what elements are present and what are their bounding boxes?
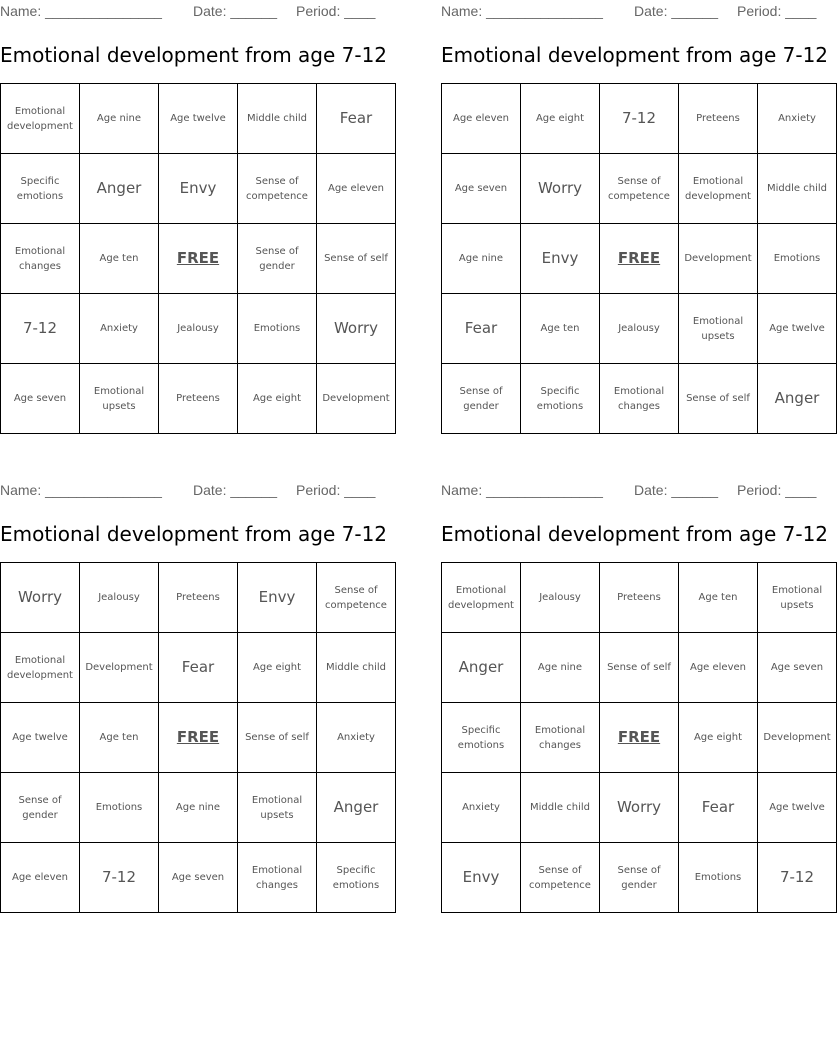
bingo-cell[interactable]: Age nine bbox=[159, 773, 238, 843]
period-field-label: Period: ____ bbox=[737, 482, 817, 498]
grid-row bbox=[442, 843, 837, 913]
bingo-cell[interactable]: 7-12 bbox=[1, 294, 80, 364]
grid-row bbox=[1, 773, 396, 843]
bingo-cell[interactable]: Sense of competence bbox=[238, 154, 317, 224]
bingo-cell[interactable]: Emotional upsets bbox=[758, 563, 837, 633]
grid-row bbox=[442, 224, 837, 294]
bingo-cell[interactable]: Anger bbox=[317, 773, 396, 843]
bingo-cell[interactable]: Emotional development bbox=[442, 563, 521, 633]
bingo-cell[interactable]: Fear bbox=[317, 84, 396, 154]
bingo-cell[interactable]: Emotions bbox=[758, 224, 837, 294]
bingo-cell[interactable]: Anger bbox=[442, 633, 521, 703]
bingo-cell[interactable]: Middle child bbox=[521, 773, 600, 843]
bingo-cell[interactable]: Age twelve bbox=[159, 84, 238, 154]
card-title: Emotional development from age 7-12 bbox=[441, 43, 829, 67]
bingo-cell[interactable]: Sense of gender bbox=[238, 224, 317, 294]
grid-row bbox=[442, 294, 837, 364]
bingo-cell[interactable]: Age ten bbox=[80, 224, 159, 294]
grid-row bbox=[442, 84, 837, 154]
bingo-cell[interactable]: Age eleven bbox=[442, 84, 521, 154]
bingo-cell[interactable]: Preteens bbox=[159, 364, 238, 434]
name-field-label: Name: _______________ bbox=[0, 3, 162, 19]
date-field-label: Date: ______ bbox=[193, 3, 278, 19]
free-space-cell[interactable]: FREE bbox=[159, 224, 238, 294]
bingo-cell[interactable]: Age eight bbox=[521, 84, 600, 154]
bingo-cell[interactable]: Fear bbox=[679, 773, 758, 843]
grid-row bbox=[1, 224, 396, 294]
bingo-cell[interactable]: Emotional upsets bbox=[80, 364, 159, 434]
grid-row bbox=[1, 154, 396, 224]
bingo-cell[interactable]: Age ten bbox=[521, 294, 600, 364]
bingo-cell[interactable]: Sense of competence bbox=[521, 843, 600, 913]
bingo-cell[interactable]: Sense of self bbox=[238, 703, 317, 773]
bingo-cell[interactable]: Age seven bbox=[442, 154, 521, 224]
bingo-cell[interactable]: Envy bbox=[521, 224, 600, 294]
bingo-cell[interactable]: Anxiety bbox=[758, 84, 837, 154]
grid-row bbox=[1, 364, 396, 434]
bingo-cell[interactable]: Age nine bbox=[80, 84, 159, 154]
bingo-cell[interactable]: Jealousy bbox=[159, 294, 238, 364]
bingo-cell[interactable]: Emotional changes bbox=[521, 703, 600, 773]
bingo-cell[interactable]: Development bbox=[317, 364, 396, 434]
grid-row bbox=[1, 633, 396, 703]
bingo-cell[interactable]: Development bbox=[80, 633, 159, 703]
bingo-cell[interactable]: Age seven bbox=[1, 364, 80, 434]
period-field-label: Period: ____ bbox=[296, 3, 376, 19]
bingo-cell[interactable]: Envy bbox=[238, 563, 317, 633]
grid-row bbox=[1, 703, 396, 773]
name-field-label: Name: _______________ bbox=[441, 3, 603, 19]
bingo-cell[interactable]: Sense of self bbox=[600, 633, 679, 703]
bingo-cell[interactable]: Age nine bbox=[442, 224, 521, 294]
bingo-cell[interactable]: Emotional changes bbox=[600, 364, 679, 434]
bingo-cell[interactable]: Age eleven bbox=[679, 633, 758, 703]
bingo-cell[interactable]: Envy bbox=[159, 154, 238, 224]
bingo-cell[interactable]: Age eleven bbox=[317, 154, 396, 224]
bingo-cell[interactable]: Preteens bbox=[679, 84, 758, 154]
grid-row bbox=[1, 294, 396, 364]
bingo-cell[interactable]: Middle child bbox=[317, 633, 396, 703]
bingo-grid bbox=[0, 83, 396, 434]
card-header bbox=[0, 482, 375, 498]
bingo-cell[interactable]: Anxiety bbox=[442, 773, 521, 843]
grid-row bbox=[442, 364, 837, 434]
bingo-cell[interactable]: Specific emotions bbox=[1, 154, 80, 224]
bingo-cell[interactable]: Emotional upsets bbox=[238, 773, 317, 843]
bingo-cell[interactable]: Age seven bbox=[159, 843, 238, 913]
bingo-cell[interactable]: Age twelve bbox=[758, 773, 837, 843]
card-title: Emotional development from age 7-12 bbox=[0, 522, 388, 546]
bingo-cell[interactable]: Emotional development bbox=[679, 154, 758, 224]
bingo-cell[interactable]: 7-12 bbox=[758, 843, 837, 913]
bingo-cell[interactable]: Emotional changes bbox=[1, 224, 80, 294]
card-header bbox=[441, 482, 816, 498]
grid-row bbox=[1, 563, 396, 633]
bingo-grid bbox=[441, 562, 837, 913]
bingo-cell[interactable]: Preteens bbox=[600, 563, 679, 633]
bingo-cell[interactable]: Age twelve bbox=[758, 294, 837, 364]
bingo-cell[interactable]: Jealousy bbox=[80, 563, 159, 633]
bingo-cell[interactable]: Age nine bbox=[521, 633, 600, 703]
bingo-cell[interactable]: Emotional upsets bbox=[679, 294, 758, 364]
bingo-cell[interactable]: Age seven bbox=[758, 633, 837, 703]
card-header bbox=[441, 3, 816, 19]
name-field-label: Name: _______________ bbox=[0, 482, 162, 498]
bingo-cell[interactable]: Age ten bbox=[679, 563, 758, 633]
bingo-cell[interactable]: Fear bbox=[442, 294, 521, 364]
bingo-cell[interactable]: Middle child bbox=[758, 154, 837, 224]
bingo-cell[interactable]: Preteens bbox=[159, 563, 238, 633]
bingo-cell[interactable]: Emotions bbox=[238, 294, 317, 364]
bingo-cell[interactable]: Anxiety bbox=[80, 294, 159, 364]
bingo-cell[interactable]: Anger bbox=[80, 154, 159, 224]
bingo-cell[interactable]: Sense of competence bbox=[317, 563, 396, 633]
bingo-cell[interactable]: 7-12 bbox=[600, 84, 679, 154]
bingo-cell[interactable]: Age twelve bbox=[1, 703, 80, 773]
bingo-cell[interactable]: Sense of gender bbox=[600, 843, 679, 913]
bingo-cell[interactable]: Emotional development bbox=[1, 633, 80, 703]
grid-row bbox=[1, 843, 396, 913]
grid-row bbox=[1, 84, 396, 154]
grid-row bbox=[442, 154, 837, 224]
bingo-grid bbox=[0, 562, 396, 913]
grid-row bbox=[442, 633, 837, 703]
bingo-cell[interactable]: Development bbox=[679, 224, 758, 294]
bingo-cell[interactable]: Sense of self bbox=[679, 364, 758, 434]
bingo-cell[interactable]: Fear bbox=[159, 633, 238, 703]
bingo-cell[interactable]: Worry bbox=[600, 773, 679, 843]
grid-row bbox=[442, 773, 837, 843]
bingo-cell[interactable]: Anxiety bbox=[317, 703, 396, 773]
bingo-cell[interactable]: Age eleven bbox=[1, 843, 80, 913]
bingo-cell[interactable]: Jealousy bbox=[521, 563, 600, 633]
period-field-label: Period: ____ bbox=[737, 3, 817, 19]
name-field-label: Name: _______________ bbox=[441, 482, 603, 498]
grid-row bbox=[442, 703, 837, 773]
bingo-cell[interactable]: Age eight bbox=[238, 633, 317, 703]
bingo-cell[interactable]: Specific emotions bbox=[521, 364, 600, 434]
bingo-cell[interactable]: 7-12 bbox=[80, 843, 159, 913]
free-space-cell[interactable]: FREE bbox=[600, 703, 679, 773]
bingo-cell[interactable]: Sense of competence bbox=[600, 154, 679, 224]
bingo-cell[interactable]: Anger bbox=[758, 364, 837, 434]
card-title: Emotional development from age 7-12 bbox=[0, 43, 388, 67]
bingo-cell[interactable]: Emotions bbox=[80, 773, 159, 843]
bingo-cell[interactable]: Sense of self bbox=[317, 224, 396, 294]
free-space-cell[interactable]: FREE bbox=[159, 703, 238, 773]
grid-row bbox=[442, 563, 837, 633]
bingo-cell[interactable]: Emotions bbox=[679, 843, 758, 913]
bingo-cell[interactable]: Worry bbox=[317, 294, 396, 364]
bingo-cell[interactable]: Age eight bbox=[679, 703, 758, 773]
date-field-label: Date: ______ bbox=[193, 482, 278, 498]
bingo-cell[interactable]: Middle child bbox=[238, 84, 317, 154]
bingo-cell[interactable]: Worry bbox=[521, 154, 600, 224]
date-field-label: Date: ______ bbox=[634, 3, 719, 19]
bingo-cell[interactable]: Specific emotions bbox=[317, 843, 396, 913]
free-space-cell[interactable]: FREE bbox=[600, 224, 679, 294]
period-field-label: Period: ____ bbox=[296, 482, 376, 498]
bingo-cell[interactable]: Development bbox=[758, 703, 837, 773]
bingo-cell[interactable]: Emotional development bbox=[1, 84, 80, 154]
card-title: Emotional development from age 7-12 bbox=[441, 522, 829, 546]
bingo-cell[interactable]: Age eight bbox=[238, 364, 317, 434]
bingo-cell[interactable]: Emotional changes bbox=[238, 843, 317, 913]
bingo-cell[interactable]: Age ten bbox=[80, 703, 159, 773]
bingo-grid bbox=[441, 83, 837, 434]
bingo-cell[interactable]: Jealousy bbox=[600, 294, 679, 364]
bingo-cell[interactable]: Specific emotions bbox=[442, 703, 521, 773]
bingo-cell[interactable]: Worry bbox=[1, 563, 80, 633]
bingo-cell[interactable]: Sense of gender bbox=[442, 364, 521, 434]
bingo-cell[interactable]: Envy bbox=[442, 843, 521, 913]
card-header bbox=[0, 3, 375, 19]
bingo-cell[interactable]: Sense of gender bbox=[1, 773, 80, 843]
date-field-label: Date: ______ bbox=[634, 482, 719, 498]
